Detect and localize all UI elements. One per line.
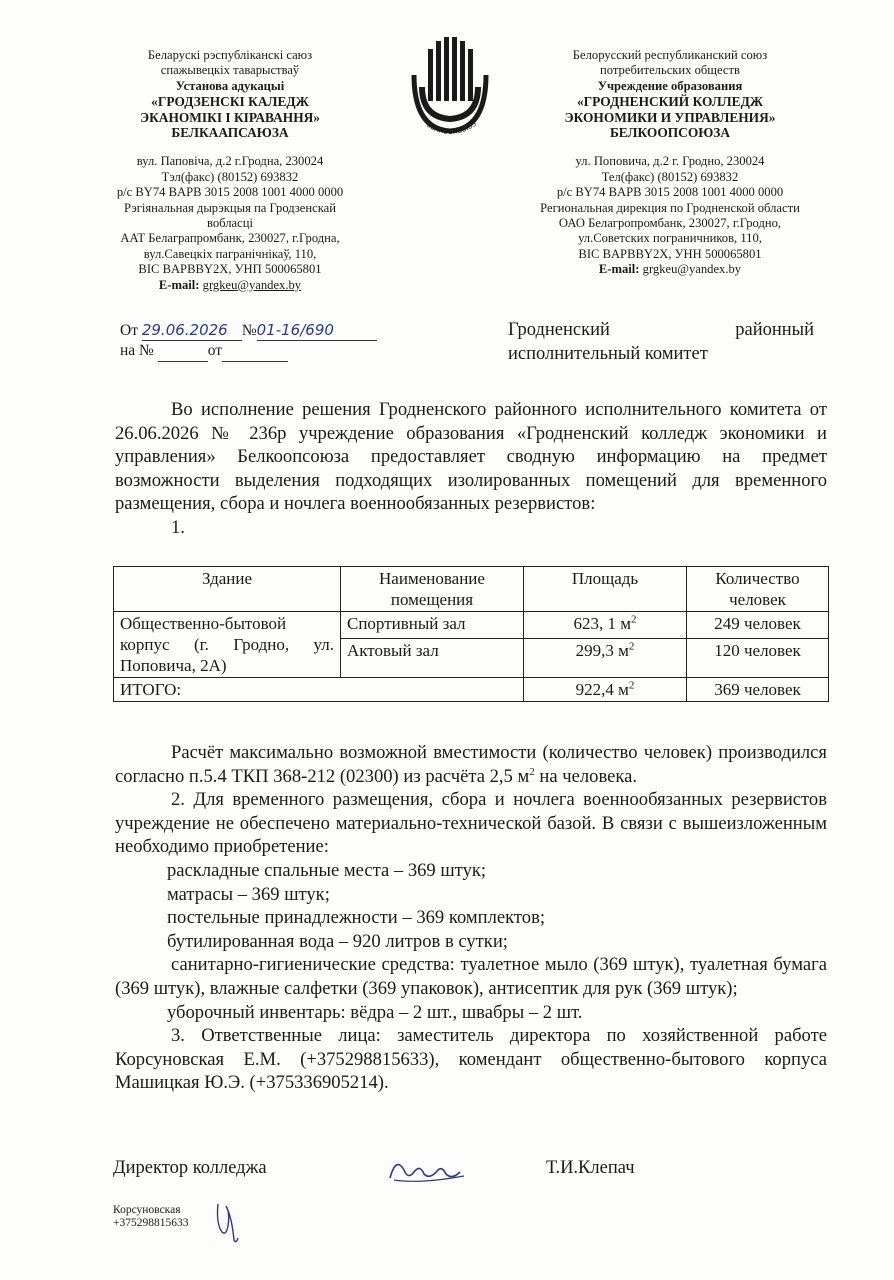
building-cell: Общественно-бытовой корпус (г. Гродно, ул. Поповича, 2А) bbox=[114, 612, 341, 678]
email-label: E-mail: bbox=[598, 262, 640, 277]
logo-text: БЕЛКООПСОЮЗ bbox=[425, 119, 478, 137]
premises-table bbox=[113, 566, 829, 702]
bank-account-line: р/с BY74 BAPB 3015 2008 1001 4000 0000 bbox=[116, 185, 344, 200]
org-name-line: Белорусский республиканский союз bbox=[572, 48, 768, 62]
area-cell: 623, 1 $м^2$ bbox=[524, 612, 687, 639]
column-header: Количество человек bbox=[687, 567, 829, 612]
signatory-position: Директор колледжа bbox=[113, 1158, 267, 1178]
address-line: ул. Поповича, д.2 г. Гродно, 230024 bbox=[575, 154, 765, 169]
bank-line: ОАО Белагропромбанк, 230027, г.Гродно, bbox=[558, 216, 782, 231]
list-item: раскладные спальные места – 369 штук; bbox=[167, 859, 487, 881]
column-header: Площадь bbox=[524, 567, 687, 612]
number-label: № bbox=[241, 322, 257, 339]
executor-phone: +375298815633 bbox=[113, 1217, 189, 1229]
table-row bbox=[114, 612, 829, 639]
executor-signature bbox=[212, 1198, 242, 1246]
bank-line: вул.Савецкіх пагранічнікаў, 110, bbox=[143, 246, 317, 261]
email-label: E-mail: bbox=[158, 277, 200, 292]
org-name-line: спажывецкіх таварыстваў bbox=[160, 63, 300, 78]
phone-line: Тэл(факс) (80152) 693832 bbox=[161, 169, 299, 184]
people-cell: 120 человек bbox=[687, 639, 829, 678]
total-label-cell: ИТОГО: bbox=[114, 678, 524, 702]
outgoing-date: 29.06.2026 bbox=[142, 320, 242, 341]
intro-block bbox=[115, 398, 827, 540]
column-header: Наименование помещения bbox=[341, 567, 524, 612]
from-label: От bbox=[120, 322, 138, 339]
addressee bbox=[508, 318, 814, 366]
people-cell: 249 человек bbox=[687, 612, 829, 639]
addressee-line: исполнительный комитет bbox=[508, 344, 708, 364]
table-total-row bbox=[114, 678, 829, 702]
address-line: вул. Паповіча, д.2 г.Гродна, 230024 bbox=[136, 154, 324, 169]
list-item: матрасы – 369 штук; bbox=[167, 883, 330, 905]
email-line bbox=[100, 278, 360, 293]
reference-line bbox=[120, 341, 420, 362]
total-people-cell: 369 человек bbox=[687, 678, 829, 702]
room-cell: Актовый зал bbox=[341, 639, 524, 678]
total-area-cell: 922,4 $м^2$ bbox=[524, 678, 687, 702]
email-line bbox=[520, 262, 820, 277]
org-name-line: Беларускі рэспубліканскі саюз bbox=[147, 48, 313, 62]
college-name-line: БЕЛКААПСАЮЗА bbox=[171, 125, 289, 141]
calculation-paragraph: Расчёт максимально возможной вместимости (количество человек) производился согласно п.5.4 ТКП 368-212 (02300) из расчёта 2,5 $м^2$ на человека. bbox=[115, 742, 827, 787]
table-header-row bbox=[114, 567, 829, 612]
addressee-word: районный bbox=[735, 320, 814, 340]
email-link[interactable]: grgkeu@yandex.by bbox=[202, 277, 302, 292]
main-text bbox=[115, 741, 827, 1095]
director-signature bbox=[380, 1150, 470, 1190]
header-russian bbox=[520, 48, 820, 278]
list-item: постельные принадлежности – 369 комплектов; bbox=[167, 907, 546, 929]
intro-paragraph: Во исполнение решения Гродненского районного исполнительного комитета от 26.06.2026 № 236р учреждение образования «Гродненский колледж экономики и управления» Белкоопсоюза предоставляет сводную информацию на предмет возможности выделения подходящих изолированных помещений для временного размещения, сбора и ночлега военнообязанных резервистов: bbox=[115, 399, 827, 515]
header-belarusian bbox=[100, 48, 360, 293]
list-item: бутилированная вода – 920 литров в сутки; bbox=[167, 930, 508, 952]
item-1-number: 1. bbox=[171, 516, 185, 538]
column-header: Здание bbox=[114, 567, 341, 612]
reference-from-label: от bbox=[207, 342, 223, 359]
outgoing-number: 01-16/690 bbox=[257, 320, 377, 341]
list-item: санитарно-гигиенические средства: туалетное мыло (369 штук), туалетная бумага (369 штук), влажные салфетки (369 упаковок), антисептик для рук (369 штук); bbox=[115, 954, 827, 999]
belkoopsoyuz-logo bbox=[400, 35, 500, 140]
bank-code-line: BIC BAPBBY2X, УНН 500065801 bbox=[578, 246, 762, 261]
college-name-line: «ГРОДНЕНСКИЙ КОЛЛЕДЖ bbox=[576, 94, 764, 110]
bank-account-line: р/с BY74 BAPB 3015 2008 1001 4000 0000 bbox=[556, 185, 784, 200]
addressee-word: Гродненский bbox=[508, 320, 610, 340]
phone-line: Тел(факс) (80152) 693832 bbox=[601, 169, 739, 184]
room-cell: Спортивный зал bbox=[341, 612, 524, 639]
item-3-paragraph: 3. Ответственные лица: заместитель директора по хозяйственной работе Корсуновская Е.М. (+375298815633), комендант общественно-бытового корпуса Машицкая Ю.Э. (+375336905214). bbox=[115, 1025, 827, 1094]
outgoing-number-line bbox=[120, 320, 420, 341]
executor-block bbox=[113, 1204, 189, 1230]
executor-name: Корсуновская bbox=[113, 1204, 181, 1216]
bank-line: Региональная дирекция по Гродненской области bbox=[540, 200, 800, 215]
reference-label: на № bbox=[120, 342, 154, 359]
institution-type: Учреждение образования bbox=[597, 78, 743, 93]
email-link[interactable]: grgkeu@yandex.by bbox=[642, 262, 742, 277]
bank-line: ул.Советских пограничников, 110, bbox=[578, 231, 762, 246]
signatory-name: Т.И.Клепач bbox=[546, 1158, 635, 1178]
institution-type: Установа адукацыі bbox=[175, 78, 285, 93]
org-name-line: потребительских обществ bbox=[600, 63, 740, 78]
college-name-line: ЭКОНОМИКИ И УПРАВЛЕНИЯ» bbox=[564, 109, 776, 125]
college-name-line: ЭКАНОМІКІ І КІРАВАННЯ» bbox=[140, 109, 320, 125]
bank-line: ААТ Белаграпромбанк, 230027, г.Гродна, bbox=[120, 231, 340, 246]
item-2-paragraph: 2. Для временного размещения, сбора и ночлега военнообязанных резервистов учреждение не обеспечено материально-технической базой. В связи с вышеизложенным необходимо приобретение: bbox=[115, 789, 827, 858]
college-name-line: «ГРОДЗЕНСКІ КАЛЕДЖ bbox=[151, 94, 309, 110]
bank-line: Рэгіянальная дырэкцыя па Гродзенскай вобласці bbox=[124, 200, 336, 231]
college-name-line: БЕЛКООПСОЮЗА bbox=[609, 125, 731, 141]
registration-block bbox=[120, 320, 420, 362]
bank-code-line: BIC BAPBBY2X, УНП 500065801 bbox=[138, 262, 322, 277]
list-item: уборочный инвентарь: вёдра – 2 шт., швабры – 2 шт. bbox=[167, 1001, 583, 1023]
area-cell: 299,3 $м^2$ bbox=[524, 639, 687, 678]
